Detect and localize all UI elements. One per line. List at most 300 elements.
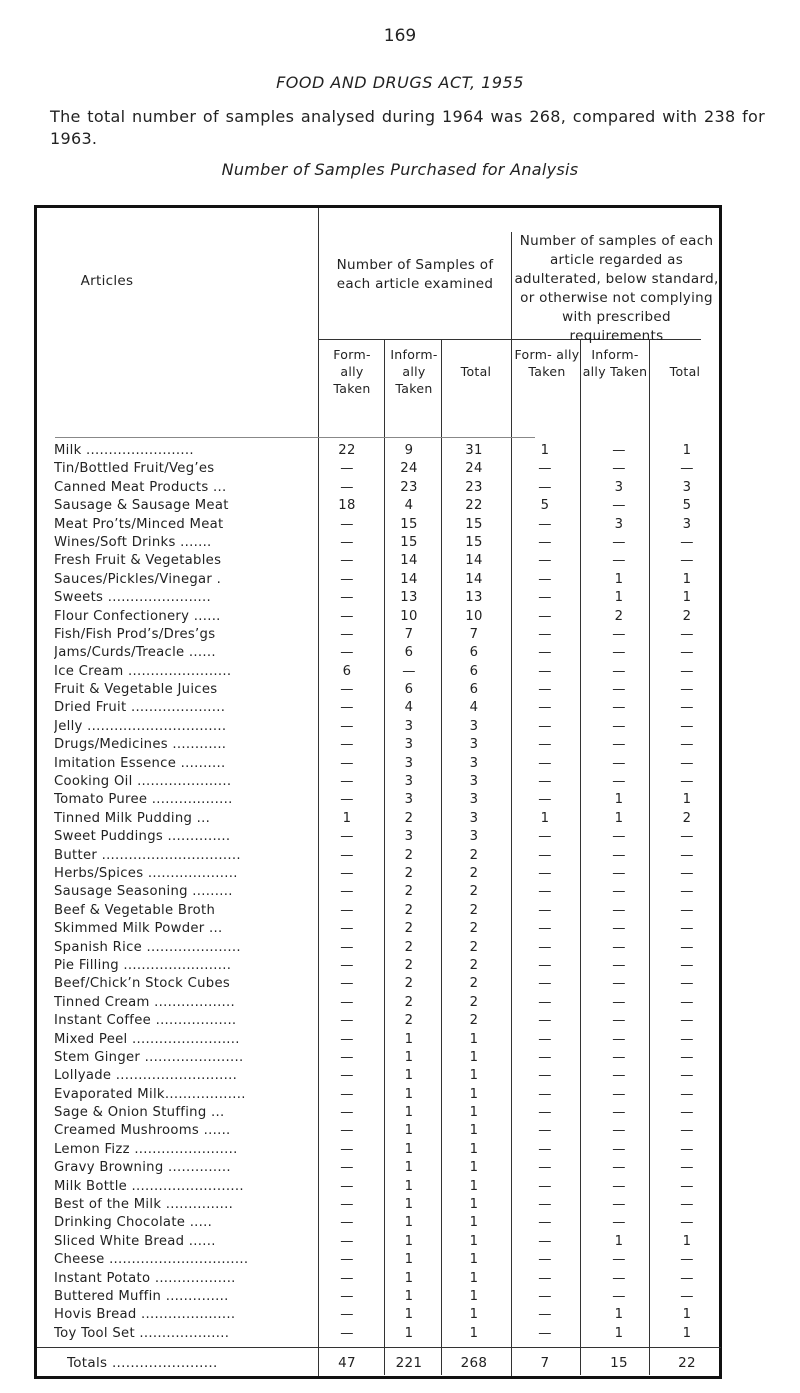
table-row	[37, 957, 721, 975]
adul-formal-cell: —	[538, 718, 552, 734]
informal-cell: 1	[404, 1197, 414, 1213]
article-cell: Meat Pro’ts/Minced Meat	[54, 516, 224, 532]
total-cell: 2	[469, 865, 479, 881]
formal-cell: —	[340, 884, 354, 900]
adul-formal-cell: —	[538, 1178, 552, 1194]
total-cell: 15	[465, 516, 483, 532]
adul-formal-cell: —	[538, 737, 552, 753]
adul-informal-cell: —	[612, 718, 626, 734]
article-cell: Herbs/Spices ....................	[54, 865, 238, 881]
total-cell: 2	[469, 902, 479, 918]
informal-cell: 7	[404, 626, 414, 642]
total-cell: 4	[469, 700, 479, 716]
article-cell: Sausage & Sausage Meat	[54, 498, 229, 514]
adul-informal-cell: 1	[614, 1233, 624, 1249]
formal-cell: —	[340, 1123, 354, 1139]
adul-total-cell: —	[680, 1178, 694, 1194]
total-cell: 31	[465, 443, 483, 458]
table-row	[37, 718, 721, 736]
adul-formal-cell: —	[538, 1288, 552, 1304]
total-cell: 1	[469, 1233, 479, 1249]
adul-informal-cell: —	[612, 902, 626, 918]
adul-total-cell: —	[680, 774, 694, 790]
adul-informal-cell: —	[612, 1215, 626, 1231]
formal-cell: —	[340, 700, 354, 716]
adul-informal-cell: —	[612, 755, 626, 771]
formal-cell: —	[340, 1086, 354, 1102]
total-cell: 13	[465, 590, 483, 606]
table-row	[37, 1086, 721, 1104]
article-cell: Flour Confectionery ......	[54, 608, 221, 624]
adul-formal-cell: —	[538, 534, 552, 550]
informal-cell: 14	[400, 571, 418, 587]
article-cell: Hovis Bread .....................	[54, 1307, 236, 1323]
totals-adul-total: 22	[678, 1355, 696, 1371]
table-row	[37, 975, 721, 993]
header-adul-informally: Inform- ally Taken	[582, 347, 648, 379]
totals-informal: 221	[395, 1355, 423, 1371]
adul-formal-cell: —	[538, 939, 552, 955]
informal-cell: 6	[404, 645, 414, 661]
adul-formal-cell: 1	[540, 810, 550, 826]
article-cell: Sage & Onion Stuffing ...	[54, 1105, 225, 1121]
article-cell: Cheese ...............................	[54, 1252, 249, 1268]
adul-formal-cell: —	[538, 1160, 552, 1176]
formal-cell: —	[340, 1215, 354, 1231]
adul-total-cell: —	[680, 682, 694, 698]
adul-formal-cell: —	[538, 957, 552, 973]
table-row	[37, 1104, 721, 1122]
table-row	[37, 644, 721, 662]
formal-cell: —	[340, 1068, 354, 1084]
formal-cell: 22	[338, 443, 356, 458]
formal-cell: 18	[338, 498, 356, 514]
total-cell: 1	[469, 1031, 479, 1047]
adul-informal-cell: —	[612, 865, 626, 881]
informal-cell: 4	[404, 498, 414, 514]
informal-cell: 9	[404, 443, 414, 458]
article-cell: Butter ...............................	[54, 847, 241, 863]
table-row	[37, 681, 721, 699]
adul-formal-cell: —	[538, 1325, 552, 1341]
adul-total-cell: —	[680, 1252, 694, 1268]
adul-formal-cell: —	[538, 1031, 552, 1047]
article-cell: Mixed Peel ........................	[54, 1031, 240, 1047]
formal-cell: —	[340, 1160, 354, 1176]
total-cell: 1	[469, 1307, 479, 1323]
total-cell: 14	[465, 571, 483, 587]
informal-cell: 2	[404, 865, 414, 881]
adul-total-cell: —	[680, 1049, 694, 1065]
total-cell: 10	[465, 608, 483, 624]
table-row	[37, 479, 721, 497]
adul-total-cell: —	[680, 939, 694, 955]
adul-formal-cell: —	[538, 590, 552, 606]
formal-cell: —	[340, 921, 354, 937]
adul-total-cell: 1	[682, 792, 692, 808]
total-cell: 2	[469, 847, 479, 863]
adul-formal-cell: —	[538, 663, 552, 679]
table-row	[37, 828, 721, 846]
table-row	[37, 497, 721, 515]
totals-formal: 47	[338, 1355, 356, 1371]
totals-adul-informal: 15	[610, 1355, 628, 1371]
adul-total-cell: 5	[682, 498, 692, 514]
table-row	[37, 939, 721, 957]
table-row	[37, 1251, 721, 1269]
informal-cell: 10	[400, 608, 418, 624]
total-cell: 2	[469, 976, 479, 992]
adul-informal-cell: —	[612, 976, 626, 992]
totals-total: 268	[460, 1355, 488, 1371]
adul-total-cell: 2	[682, 608, 692, 624]
adul-formal-cell: —	[538, 1233, 552, 1249]
informal-cell: 2	[404, 921, 414, 937]
adul-informal-cell: —	[612, 774, 626, 790]
formal-cell: —	[340, 957, 354, 973]
formal-cell: —	[340, 902, 354, 918]
adul-total-cell: —	[680, 1141, 694, 1157]
adul-formal-cell: —	[538, 626, 552, 642]
adul-total-cell: —	[680, 902, 694, 918]
table-row	[37, 516, 721, 534]
adul-formal-cell: —	[538, 1105, 552, 1121]
article-cell: Fish/Fish Prod’s/Dres’gs	[54, 626, 216, 642]
formal-cell: —	[340, 626, 354, 642]
adul-informal-cell: —	[612, 1013, 626, 1029]
formal-cell: —	[340, 682, 354, 698]
informal-cell: 3	[404, 829, 414, 845]
table-row	[37, 847, 721, 865]
article-cell: Creamed Mushrooms ......	[54, 1123, 231, 1139]
header-articles: Articles	[80, 273, 134, 289]
adul-total-cell: —	[680, 921, 694, 937]
adul-informal-cell: 1	[614, 571, 624, 587]
adul-formal-cell: —	[538, 682, 552, 698]
total-cell: 24	[465, 461, 483, 477]
rule-totals	[37, 1347, 721, 1348]
adul-total-cell: 1	[682, 1307, 692, 1323]
formal-cell: —	[340, 1105, 354, 1121]
adul-total-cell: —	[680, 1288, 694, 1304]
formal-cell: —	[340, 939, 354, 955]
formal-cell: —	[340, 829, 354, 845]
adul-total-cell: —	[680, 663, 694, 679]
formal-cell: —	[340, 718, 354, 734]
article-cell: Lemon Fizz .......................	[54, 1141, 238, 1157]
article-cell: Instant Coffee ..................	[54, 1013, 237, 1029]
article-cell: Tinned Milk Pudding ...	[54, 810, 211, 826]
article-cell: Sausage Seasoning .........	[54, 884, 233, 900]
article-cell: Fresh Fruit & Vegetables	[54, 553, 222, 569]
total-cell: 2	[469, 1013, 479, 1029]
adul-total-cell: —	[680, 884, 694, 900]
totals-label: Totals .......................	[67, 1355, 218, 1371]
adul-total-cell: —	[680, 865, 694, 881]
article-cell: Tomato Puree ..................	[54, 792, 233, 808]
total-cell: 14	[465, 553, 483, 569]
informal-cell: 2	[404, 884, 414, 900]
adul-total-cell: —	[680, 700, 694, 716]
adul-total-cell: 2	[682, 810, 692, 826]
table-row	[37, 810, 721, 828]
adul-informal-cell: —	[612, 994, 626, 1010]
informal-cell: 4	[404, 700, 414, 716]
article-cell: Imitation Essence ..........	[54, 755, 226, 771]
table-row	[37, 865, 721, 883]
adul-informal-cell: —	[612, 645, 626, 661]
header-adul-formally: Form- ally Taken	[514, 347, 580, 379]
adul-total-cell: —	[680, 534, 694, 550]
informal-cell: 2	[404, 994, 414, 1010]
article-cell: Drugs/Medicines ............	[54, 737, 227, 753]
total-cell: 6	[469, 682, 479, 698]
rule-header-bottom	[55, 437, 535, 438]
table-row	[37, 994, 721, 1012]
informal-cell: 1	[404, 1325, 414, 1341]
informal-cell: 3	[404, 774, 414, 790]
adul-informal-cell: 2	[614, 608, 624, 624]
header-adul-total: Total	[669, 364, 701, 379]
adul-informal-cell: —	[612, 847, 626, 863]
adul-formal-cell: —	[538, 645, 552, 661]
total-cell: 3	[469, 718, 479, 734]
adul-formal-cell: —	[538, 774, 552, 790]
adul-formal-cell: —	[538, 829, 552, 845]
table-body	[37, 442, 721, 1343]
informal-cell: 15	[400, 534, 418, 550]
totals-adul-formal: 7	[540, 1355, 550, 1371]
article-cell: Fruit & Vegetable Juices	[54, 682, 218, 698]
table-row	[37, 534, 721, 552]
informal-cell: 1	[404, 1031, 414, 1047]
article-cell: Pie Filling ........................	[54, 957, 232, 973]
adul-informal-cell: —	[612, 1270, 626, 1286]
article-cell: Sweet Puddings ..............	[54, 829, 231, 845]
table-row	[37, 1288, 721, 1306]
adul-formal-cell: —	[538, 1215, 552, 1231]
total-cell: 2	[469, 957, 479, 973]
adul-formal-cell: —	[538, 608, 552, 624]
adul-total-cell: —	[680, 1013, 694, 1029]
header-total: Total	[460, 364, 492, 379]
formal-cell: —	[340, 1307, 354, 1323]
adul-formal-cell: —	[538, 1049, 552, 1065]
adul-informal-cell: —	[612, 700, 626, 716]
informal-cell: 6	[404, 682, 414, 698]
table-row	[37, 626, 721, 644]
adul-total-cell: 1	[682, 1325, 692, 1341]
article-cell: Canned Meat Products ...	[54, 479, 227, 495]
total-cell: 3	[469, 829, 479, 845]
table-row	[37, 1270, 721, 1288]
informal-cell: 1	[404, 1288, 414, 1304]
informal-cell: 1	[404, 1105, 414, 1121]
article-cell: Best of the Milk ...............	[54, 1197, 234, 1213]
article-cell: Ice Cream .......................	[54, 663, 232, 679]
formal-cell: —	[340, 1178, 354, 1194]
article-cell: Sauces/Pickles/Vinegar .	[54, 571, 222, 587]
informal-cell: 3	[404, 755, 414, 771]
article-cell: Sliced White Bread ......	[54, 1233, 216, 1249]
formal-cell: —	[340, 1288, 354, 1304]
informal-cell: 1	[404, 1307, 414, 1323]
formal-cell: —	[340, 1141, 354, 1157]
informal-cell: 1	[404, 1049, 414, 1065]
table-row	[37, 1012, 721, 1030]
article-cell: Skimmed Milk Powder ...	[54, 921, 223, 937]
adul-informal-cell: —	[612, 1068, 626, 1084]
adul-informal-cell: —	[612, 1123, 626, 1139]
article-cell: Beef/Chick’n Stock Cubes	[54, 976, 231, 992]
article-cell: Milk Bottle .........................	[54, 1178, 244, 1194]
article-cell: Stem Ginger ......................	[54, 1049, 244, 1065]
formal-cell: 6	[342, 663, 352, 679]
total-cell: 6	[469, 663, 479, 679]
total-cell: 7	[469, 626, 479, 642]
formal-cell: —	[340, 774, 354, 790]
header-examined: Number of Samples of each article examined	[336, 257, 494, 292]
table-row	[37, 1233, 721, 1251]
informal-cell: 1	[404, 1270, 414, 1286]
adul-total-cell: 1	[682, 571, 692, 587]
adul-informal-cell: —	[612, 829, 626, 845]
table-row	[37, 608, 721, 626]
formal-cell: —	[340, 479, 354, 495]
adul-total-cell: —	[680, 1068, 694, 1084]
informal-cell: 2	[404, 1013, 414, 1029]
adul-formal-cell: —	[538, 1197, 552, 1213]
adul-informal-cell: —	[612, 1141, 626, 1157]
table-row	[37, 699, 721, 717]
adul-informal-cell: 3	[614, 516, 624, 532]
total-cell: 1	[469, 1215, 479, 1231]
total-cell: 2	[469, 884, 479, 900]
article-cell: Buttered Muffin ..............	[54, 1288, 229, 1304]
informal-cell: 3	[404, 792, 414, 808]
adul-formal-cell: —	[538, 700, 552, 716]
adul-total-cell: —	[680, 976, 694, 992]
adul-informal-cell: 1	[614, 792, 624, 808]
informal-cell: 23	[400, 479, 418, 495]
formal-cell: —	[340, 847, 354, 863]
formal-cell: —	[340, 1049, 354, 1065]
adul-formal-cell: —	[538, 479, 552, 495]
formal-cell: —	[340, 1325, 354, 1341]
formal-cell: —	[340, 865, 354, 881]
formal-cell: —	[340, 1197, 354, 1213]
informal-cell: 3	[404, 718, 414, 734]
adul-informal-cell: 3	[614, 479, 624, 495]
formal-cell: —	[340, 553, 354, 569]
formal-cell: —	[340, 737, 354, 753]
formal-cell: —	[340, 994, 354, 1010]
formal-cell: 1	[342, 810, 352, 826]
adul-formal-cell: —	[538, 553, 552, 569]
informal-cell: 1	[404, 1178, 414, 1194]
adul-total-cell: —	[680, 645, 694, 661]
article-cell: Spanish Rice .....................	[54, 939, 241, 955]
formal-cell: —	[340, 1252, 354, 1268]
informal-cell: 1	[404, 1215, 414, 1231]
formal-cell: —	[340, 461, 354, 477]
adul-formal-cell: —	[538, 1068, 552, 1084]
adul-formal-cell: —	[538, 976, 552, 992]
table-row	[37, 1214, 721, 1232]
adul-informal-cell: —	[612, 737, 626, 753]
formal-cell: —	[340, 608, 354, 624]
adul-formal-cell: —	[538, 792, 552, 808]
adul-total-cell: —	[680, 553, 694, 569]
adul-total-cell: —	[680, 626, 694, 642]
total-cell: 2	[469, 994, 479, 1010]
adul-informal-cell: —	[612, 1197, 626, 1213]
article-cell: Dried Fruit .....................	[54, 700, 226, 716]
header-formally: Form- ally Taken	[333, 347, 371, 396]
informal-cell: 1	[404, 1252, 414, 1268]
adul-informal-cell: —	[612, 939, 626, 955]
table-row	[37, 1306, 721, 1324]
informal-cell: 15	[400, 516, 418, 532]
header-adulterated: Number of samples of each article regarded as adulterated, below standard, or otherwise not complying with prescribed requirements	[514, 233, 719, 344]
adul-formal-cell: 5	[540, 498, 550, 514]
adul-total-cell: —	[680, 829, 694, 845]
adul-total-cell: —	[680, 957, 694, 973]
adul-formal-cell: 1	[540, 443, 550, 458]
table-row	[37, 571, 721, 589]
total-cell: 1	[469, 1123, 479, 1139]
total-cell: 3	[469, 755, 479, 771]
total-cell: 1	[469, 1197, 479, 1213]
table-row	[37, 1178, 721, 1196]
article-cell: Cooking Oil .....................	[54, 774, 232, 790]
table-row	[37, 791, 721, 809]
adul-formal-cell: —	[538, 1270, 552, 1286]
article-cell: Milk ........................	[54, 443, 194, 458]
adul-total-cell: 3	[682, 516, 692, 532]
total-cell: 15	[465, 534, 483, 550]
adul-total-cell: 1	[682, 1233, 692, 1249]
adul-formal-cell: —	[538, 1141, 552, 1157]
totals-row	[37, 1353, 721, 1373]
formal-cell: —	[340, 1031, 354, 1047]
informal-cell: 2	[404, 957, 414, 973]
adul-total-cell: —	[680, 1160, 694, 1176]
article-cell: Sweets .......................	[54, 590, 212, 606]
adul-total-cell: —	[680, 1086, 694, 1102]
adul-formal-cell: —	[538, 516, 552, 532]
formal-cell: —	[340, 590, 354, 606]
informal-cell: —	[402, 663, 416, 679]
table-row	[37, 442, 721, 460]
article-cell: Tinned Cream ..................	[54, 994, 236, 1010]
informal-cell: 2	[404, 847, 414, 863]
adul-total-cell: 3	[682, 479, 692, 495]
adul-informal-cell: —	[612, 498, 626, 514]
formal-cell: —	[340, 1013, 354, 1029]
adul-formal-cell: —	[538, 994, 552, 1010]
article-cell: Drinking Chocolate .....	[54, 1215, 213, 1231]
adul-total-cell: —	[680, 461, 694, 477]
article-cell: Jams/Curds/Treacle ......	[54, 645, 216, 661]
table-row	[37, 1067, 721, 1085]
article-cell: Jelly ...............................	[54, 718, 227, 734]
adul-informal-cell: 1	[614, 810, 624, 826]
page-number: 169	[383, 26, 417, 46]
total-cell: 1	[469, 1270, 479, 1286]
adul-formal-cell: —	[538, 847, 552, 863]
act-title: FOOD AND DRUGS ACT, 1955	[276, 73, 524, 92]
